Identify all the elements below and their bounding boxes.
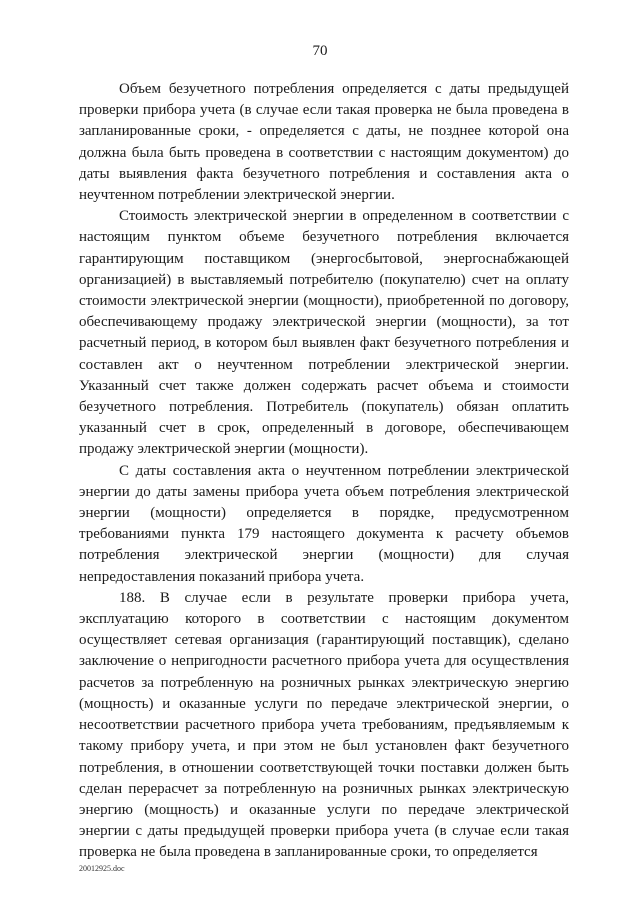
- paragraph-cost-billing: Стоимость электрической энергии в определенном в соответствии с настоящим пунктом объеме безучетного потребления включается гарантирующим поставщиком (энергосбытовой, энергоснабжающей организацией) в выставляемый потребителю (покупателю) счет на оплату стоимости электрической энергии (мощности), приобретенной по договору, обеспечивающему продажу электрической энергии (мощности), за тот расчетный период, в котором был выявлен факт безучетного потребления и составлен акт о неучтенном потреблении электрической энергии. Указанный счет также должен содержать расчет объема и стоимости безучетного потребления. Потребитель (покупатель) обязан оплатить указанный счет в срок, определенный в договоре, обеспечивающем продажу электрической энергии (мощности).: [79, 208, 569, 458]
- page-number: 70: [312, 43, 328, 59]
- paragraph-unaccounted-volume: Объем безучетного потребления определяется с даты предыдущей проверки прибора учета (в случае если такая проверка не была проведена в запланированные сроки, - определяется с даты, не позднее которой она должна была быть проведена в соответствии с настоящим документом) до даты выявления факта безучетного потребления и составления акта о неучтенном потреблении электрической энергии.: [79, 81, 569, 204]
- paragraph-replacement-period: С даты составления акта о неучтенном потреблении электрической энергии до даты замены прибора учета объем потребления электрической энергии (мощности) определяется в порядке, предусмотренном требованиями пункта 179 настоящего документа к расчету объемов потребления электрической энергии (мощности) для случая непредоставления показаний прибора учета.: [79, 462, 569, 585]
- body-text: [79, 79, 569, 864]
- footer-filename: 20012925.doc: [79, 864, 125, 873]
- paragraph-188: 188. В случае если в результате проверки прибора учета, эксплуатацию которого в соответствии с настоящим документом осуществляет сетевая организация (гарантирующий поставщик), сделано заключение о непригодности расчетного прибора учета для осуществления расчетов за потребленную на розничных рынках электрическую энергию (мощность) и оказанные услуги по передаче электрической энергии, о несоответствии расчетного прибора учета требованиям, предъявляемым к такому прибору учета, и при этом не был установлен факт безучетного потребления, в отношении соответствующей точки поставки должен быть сделан перерасчет за потребленную на розничных рынках электрическую энергию (мощность) и оказанные услуги по передаче электрической энергии с даты предыдущей проверки прибора учета (в случае если такая проверка не была проведена в запланированные сроки, то определяется: [79, 589, 569, 861]
